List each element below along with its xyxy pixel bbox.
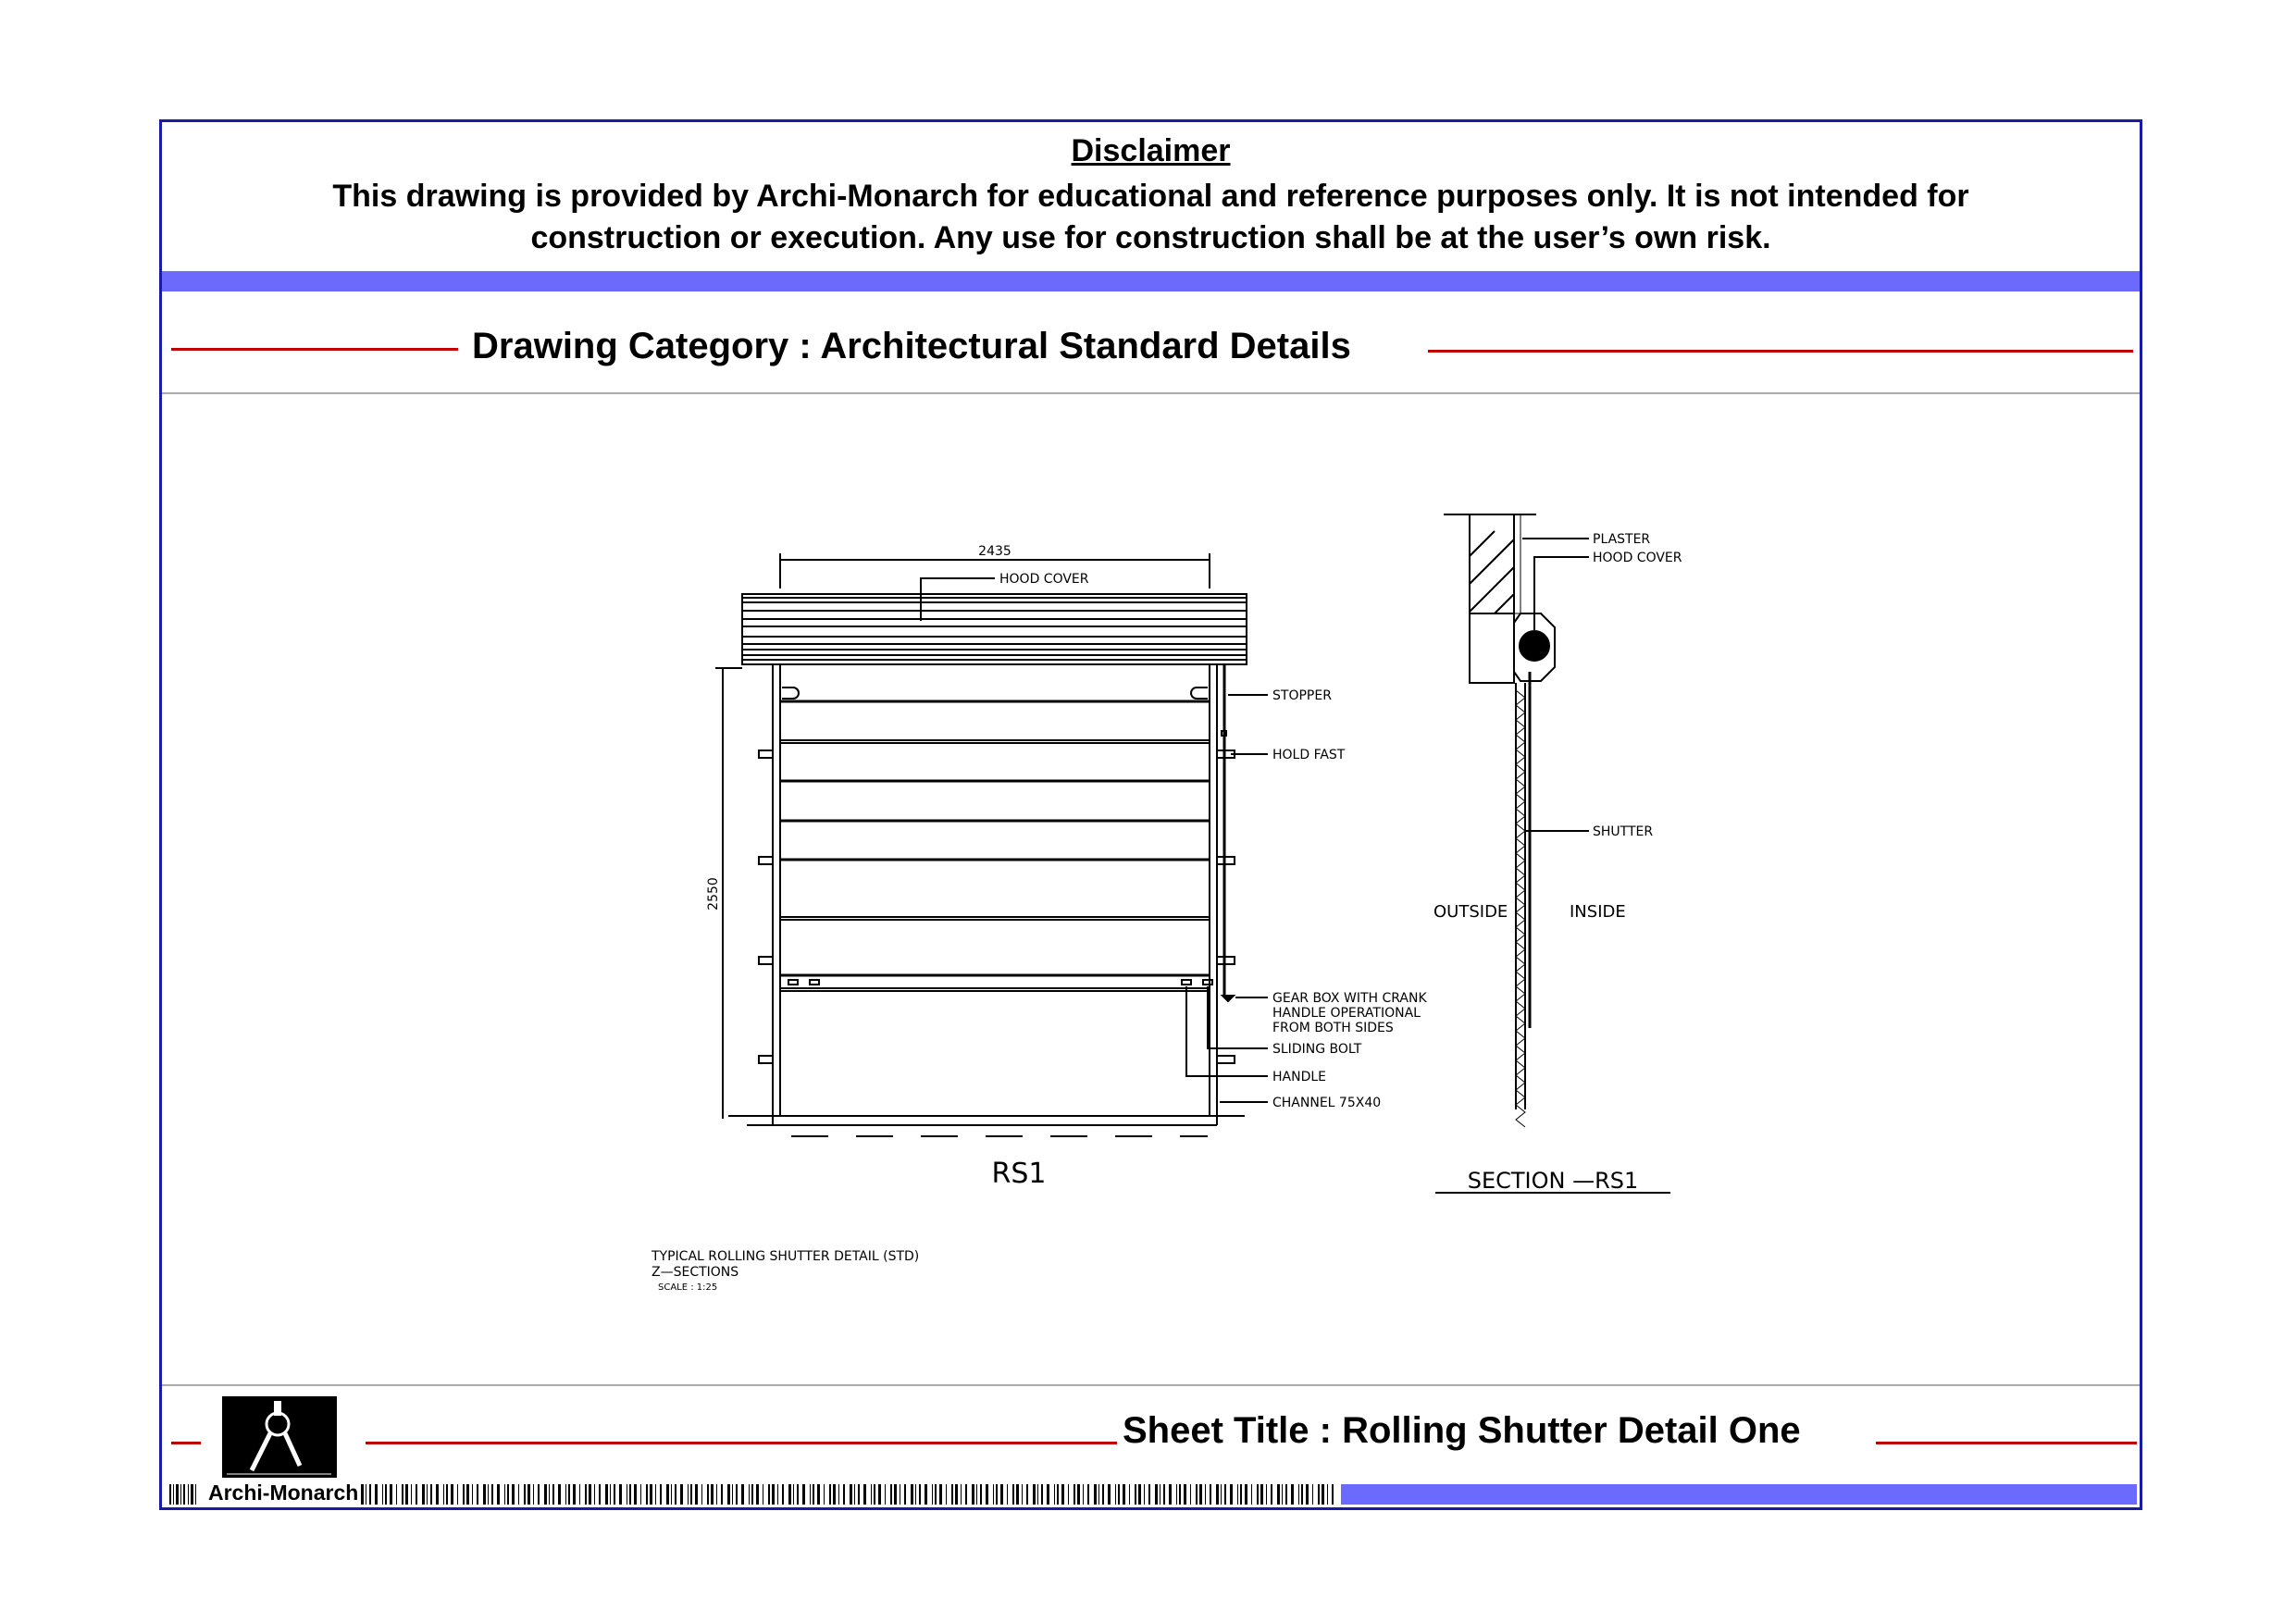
sheet-title: Sheet Title : Rolling Shutter Detail One	[1123, 1410, 1801, 1451]
hood-cover	[742, 594, 1247, 664]
disclaimer-title: Disclaimer	[1071, 133, 1231, 168]
disclaimer-text	[199, 176, 2103, 259]
barcode-left	[169, 1484, 206, 1505]
drawing-category: Drawing Category : Architectural Standard Details	[472, 326, 1351, 366]
label-handle: HANDLE	[1272, 1070, 1327, 1084]
brand-name: Archi-Monarch	[208, 1481, 359, 1505]
label-hood-cover: HOOD COVER	[999, 572, 1089, 587]
compass-icon	[222, 1396, 337, 1478]
footer-rule-right	[1876, 1442, 2137, 1444]
barcode-strip	[361, 1484, 1337, 1505]
label-gear-box-1: GEAR BOX WITH CRANK	[1272, 991, 1427, 1006]
label-stopper: STOPPER	[1272, 688, 1332, 703]
plaster-layer	[1514, 514, 1520, 613]
archi-monarch-logo	[222, 1396, 337, 1478]
label-channel: CHANNEL 75X40	[1272, 1096, 1382, 1110]
height-dimension: 2550	[706, 877, 721, 911]
label-outside: OUTSIDE	[1433, 902, 1508, 922]
drawing-area	[162, 394, 2140, 1382]
disclaimer-line-1: This drawing is provided by Archi-Monarch for educational and reference purposes only. It is not intended for	[332, 179, 1969, 214]
note-title: TYPICAL ROLLING SHUTTER DETAIL (STD)	[652, 1249, 920, 1264]
label-gear-box-3: FROM BOTH SIDES	[1272, 1021, 1394, 1035]
footer-band	[1341, 1484, 2137, 1505]
category-row	[162, 307, 2140, 394]
footer-rule-left	[171, 1442, 201, 1444]
category-rule-right	[1428, 350, 2133, 353]
hood-cover-leader	[921, 578, 995, 621]
header-band	[162, 271, 2140, 291]
disclaimer-line-2: construction or execution. Any use for construction shall be at the user’s own risk.	[530, 220, 1771, 255]
shutter-roll	[1520, 631, 1549, 661]
label-hold-fast: HOLD FAST	[1272, 748, 1346, 762]
category-rule-left	[171, 348, 458, 351]
note-z-sections: Z—SECTIONS	[652, 1265, 739, 1280]
footer-separator	[162, 1384, 2140, 1386]
label-sliding-bolt: SLIDING BOLT	[1272, 1042, 1362, 1057]
label-gear-box-2: HANDLE OPERATIONAL	[1272, 1006, 1421, 1021]
elevation-rs1	[715, 553, 1268, 1136]
section-title: SECTION —RS1	[1467, 1168, 1639, 1194]
note-scale: SCALE : 1:25	[658, 1282, 718, 1293]
wall-section	[1470, 514, 1514, 613]
label-section-hood-cover: HOOD COVER	[1593, 551, 1682, 565]
section-hood-leader	[1534, 557, 1589, 630]
footer-rule-mid	[366, 1442, 1117, 1444]
label-inside: INSIDE	[1570, 902, 1626, 922]
elevation-title: RS1	[991, 1158, 1047, 1190]
label-plaster: PLASTER	[1593, 532, 1651, 547]
label-shutter: SHUTTER	[1593, 824, 1654, 839]
section-rs1	[1435, 514, 1670, 1193]
width-dimension: 2435	[978, 544, 1011, 559]
sheet-frame	[159, 119, 2142, 1510]
